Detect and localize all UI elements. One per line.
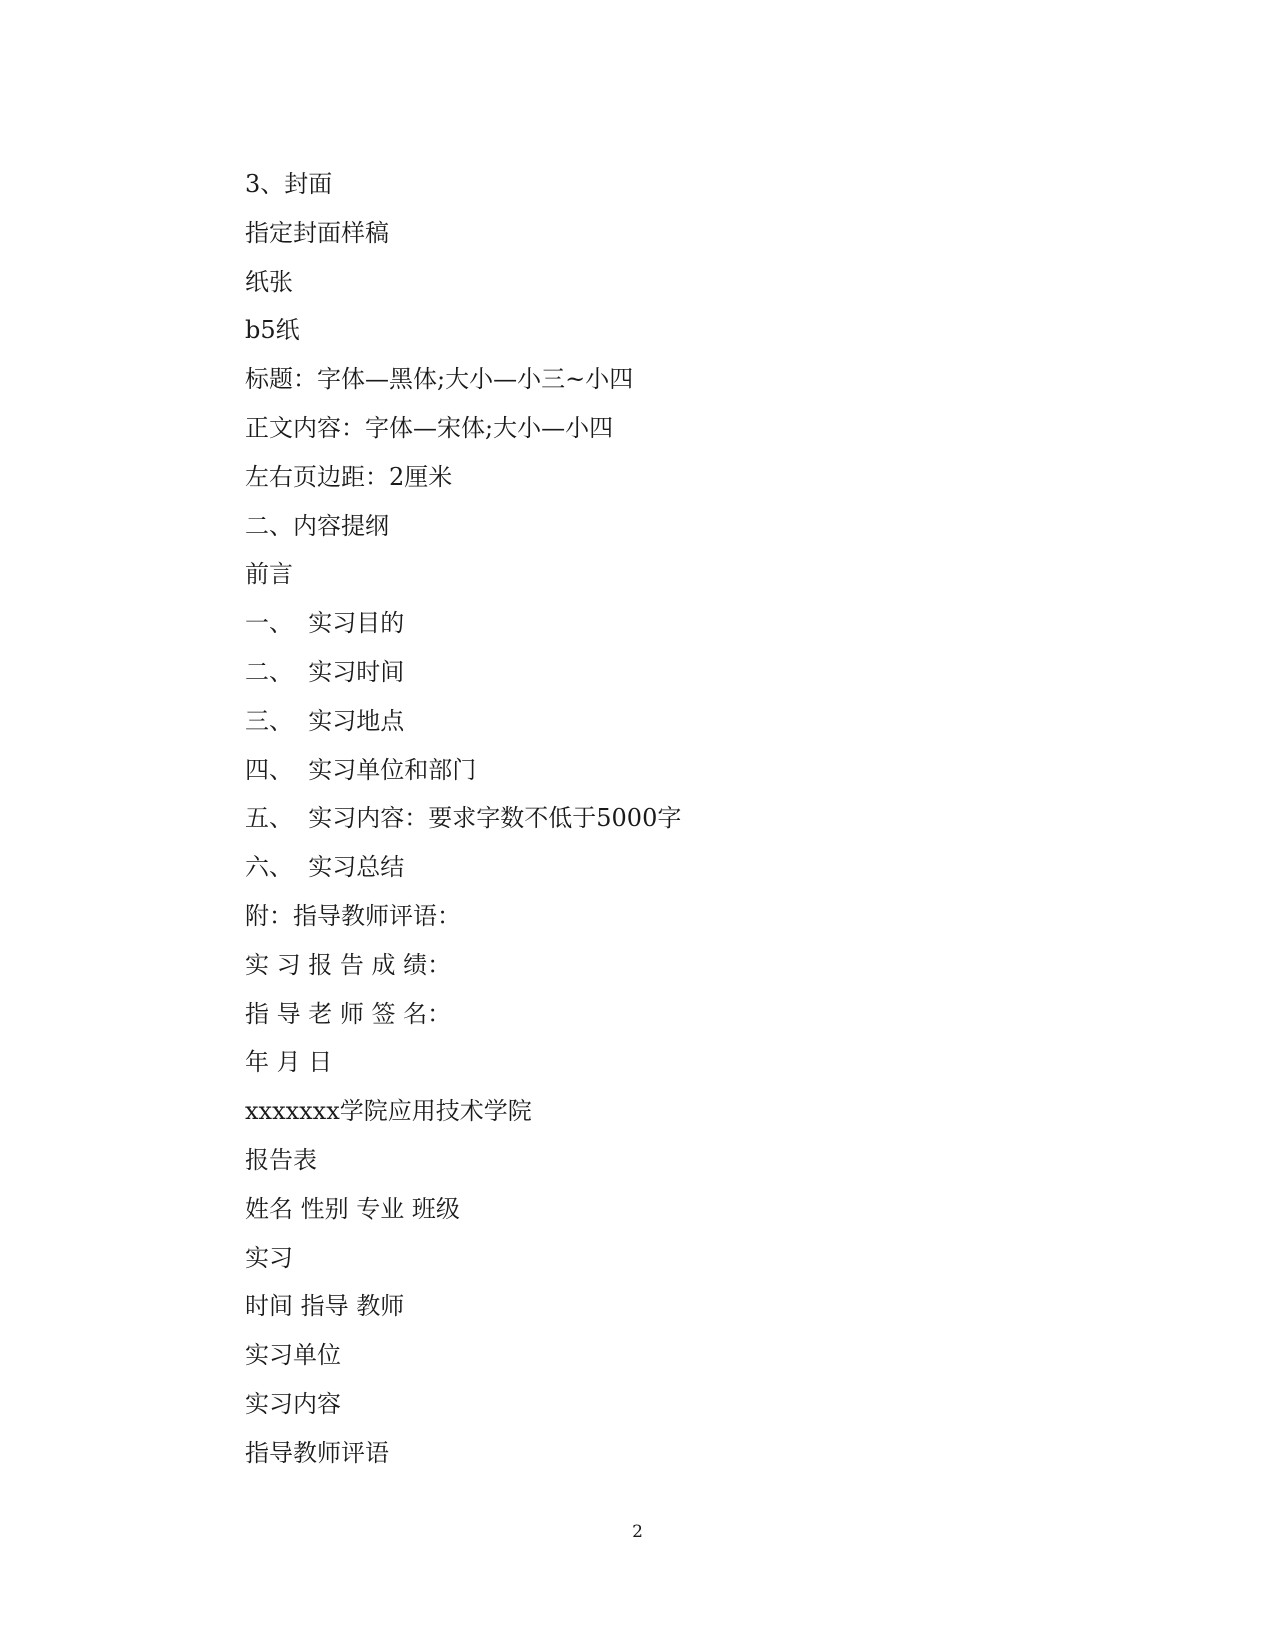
text-line: 指定封面样稿: [245, 218, 389, 247]
text-line: 年 月 日: [245, 1048, 333, 1077]
text-line: 实习: [245, 1243, 293, 1272]
text-line: 3、封面: [245, 170, 333, 198]
text-line: xxxxxxx学院应用技术学院: [245, 1097, 532, 1126]
text-line: 时间 指导 教师: [245, 1292, 405, 1321]
text-line: b5纸: [245, 316, 300, 345]
text-line: 报告表: [245, 1145, 317, 1174]
text-line: 左右页边距：2厘米: [245, 462, 453, 491]
outline-item: 二、 实习时间: [245, 657, 405, 686]
outline-item: 四、 实习单位和部门: [245, 755, 477, 784]
outline-item: 五、 实习内容：要求字数不低于5000字: [245, 804, 682, 833]
text-line: 指 导 老 师 签 名：: [245, 999, 452, 1028]
text-line: 前言: [245, 560, 293, 589]
outline-item: 六、 实习总结: [245, 853, 405, 882]
text-line: 实 习 报 告 成 绩：: [245, 950, 452, 979]
text-line: 姓名 性别 专业 班级: [245, 1194, 460, 1223]
outline-item: 三、 实习地点: [245, 706, 405, 735]
text-line: 附：指导教师评语：: [245, 901, 461, 930]
page-number: 2: [632, 1522, 643, 1542]
document-body: [245, 160, 1045, 1478]
section-heading: 二、内容提纲: [245, 511, 389, 540]
text-line: 实习单位: [245, 1341, 341, 1370]
text-line: 正文内容：字体—宋体;大小—小四: [245, 413, 614, 442]
text-line: 纸张: [245, 267, 293, 296]
text-line: 标题：字体—黑体;大小—小三~小四: [245, 365, 634, 394]
text-line: 指导教师评语: [245, 1438, 389, 1467]
outline-item: 一、 实习目的: [245, 609, 405, 638]
text-line: 实习内容: [245, 1389, 341, 1418]
